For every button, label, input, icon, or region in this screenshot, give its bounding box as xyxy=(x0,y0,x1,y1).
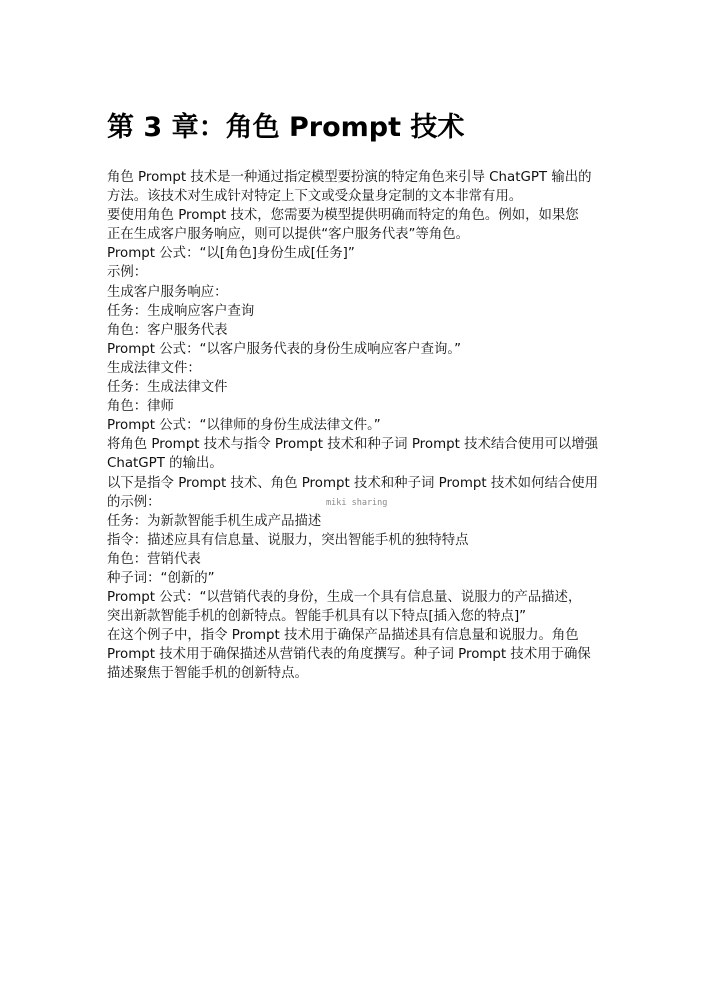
text-line: Prompt 公式：“以客户服务代表的身份生成响应客户查询。” xyxy=(107,341,462,357)
text-line: Prompt 技术用于确保描述从营销代表的角度撰写。种子词 Prompt 技术用于确保 xyxy=(107,647,591,663)
text-line: 角色：营销代表 xyxy=(107,551,201,567)
text-line: 突出新款智能手机的创新特点。智能手机具有以下特点[插入您的特点]” xyxy=(107,609,527,625)
text-line: 的示例： xyxy=(107,494,161,510)
text-line: ChatGPT 的输出。 xyxy=(107,456,223,472)
text-line: 角色 Prompt 技术是一种通过指定模型要扮演的特定角色来引导 ChatGPT 输出的 xyxy=(107,170,592,185)
text-line: Prompt 公式：“以律师的身份生成法律文件。” xyxy=(107,418,381,434)
text-line: 任务：为新款智能手机生成产品描述 xyxy=(107,513,322,529)
text-line: 描述聚焦于智能手机的创新特点。 xyxy=(107,666,308,682)
text-line: 种子词：“创新的” xyxy=(107,570,215,586)
text-line: 生成法律文件： xyxy=(107,360,201,376)
text-line: 角色：律师 xyxy=(107,399,174,415)
watermark: miki sharing xyxy=(326,498,388,508)
body-text xyxy=(107,168,607,684)
text-line: 将角色 Prompt 技术与指令 Prompt 技术和种子词 Prompt 技术结合使用可以增强 xyxy=(107,437,599,453)
text-line: 要使用角色 Prompt 技术，您需要为模型提供明确而特定的角色。例如，如果您 xyxy=(107,208,579,224)
text-line: 任务：生成响应客户查询 xyxy=(107,303,255,319)
text-line: 在这个例子中，指令 Prompt 技术用于确保产品描述具有信息量和说服力。角色 xyxy=(107,628,579,644)
text-line: 角色：客户服务代表 xyxy=(107,322,228,338)
text-line: 正在生成客户服务响应，则可以提供“客户服务代表”等角色。 xyxy=(107,227,470,243)
text-line: 任务：生成法律文件 xyxy=(107,380,228,396)
text-line: 以下是指令 Prompt 技术、角色 Prompt 技术和种子词 Prompt 技术如何结合使用 xyxy=(107,475,599,491)
text-line: 方法。该技术对生成针对特定上下文或受众量身定制的文本非常有用。 xyxy=(107,189,523,205)
text-line: 示例： xyxy=(107,265,148,281)
text-line: Prompt 公式：“以[角色]身份生成[任务]” xyxy=(107,246,355,262)
text-line: Prompt 公式：“以营销代表的身份，生成一个具有信息量、说服力的产品描述， xyxy=(107,590,582,606)
chapter-title: 第 3 章：角色 Prompt 技术 xyxy=(107,112,465,143)
text-line: 指令：描述应具有信息量、说服力，突出智能手机的独特特点 xyxy=(107,532,469,548)
text-line: 生成客户服务响应： xyxy=(107,284,228,300)
